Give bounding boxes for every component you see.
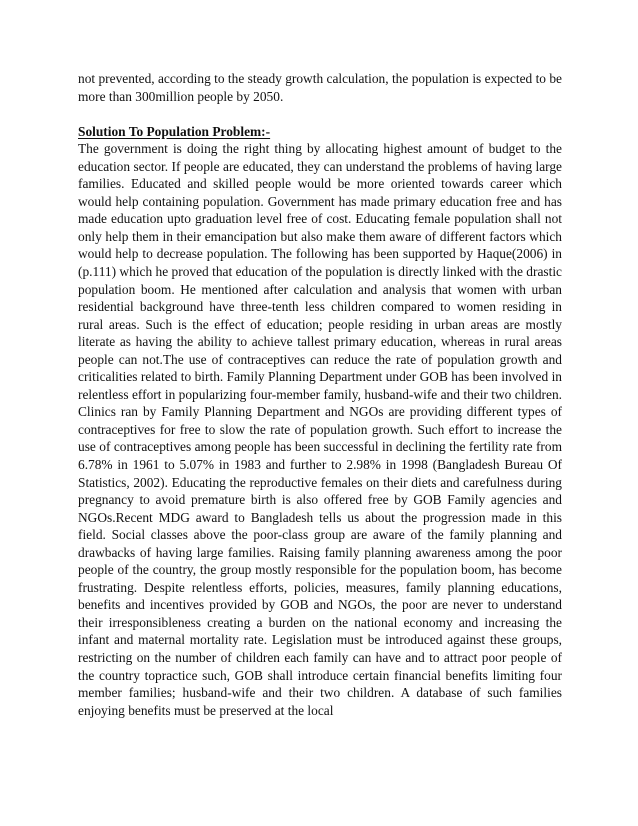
page-content (78, 70, 562, 719)
intro-paragraph: not prevented, according to the steady growth calculation, the population is expected to be more than 300million people by 2050. (78, 71, 562, 104)
body-paragraph: The government is doing the right thing by allocating highest amount of budget to the education sector. If people are educated, they can understand the problems of having large families. Educated and skilled people would be more oriented towards career which would help containing population. Government has made primary education free and has made education upto graduation level free of cost. Educating female population shall not only help them in their emancipation but also make them aware of different factors which would help to decrease population. The following has been supported by Haque(2006) in (p.111) which he proved that education of the population is directly linked with the drastic population boom. He mentioned after calculation and analysis that women with urban residential background have three-tenth less children compared to women residing in rural areas. Such is the effect of education; people residing in urban areas are mostly literate as having the ability to achieve tallest primary education, whereas in rural areas people can not.The use of contraceptives can reduce the rate of population growth and criticalities related to birth. Family Planning Department under GOB has been involved in relentless effort in popularizing four-member family, husband-wife and their two children. Clinics ran by Family Planning Department and NGOs are providing different types of contraceptives for free to slow the rate of population growth. Such effort to increase the use of contraceptives among people has been successful in declining the fertility rate from 6.78% in 1961 to 5.07% in 1983 and further to 2.98% in 1998 (Bangladesh Bureau Of Statistics, 2002). Educating the reproductive females on their diets and carefulness during pregnancy to avoid premature birth is also offered free by GOB Family agencies and NGOs.Recent MDG award to Bangladesh tells us about the progression made in this field. Social classes above the poor-class group are aware of the family planning and drawbacks of having large families. Raising family planning awareness among the poor people of the country, the group mostly responsible for the population boom, has become frustrating. Despite relentless efforts, policies, measures, family planning educations, benefits and incentives provided by GOB and NGOs, the poor are never to understand their irresponsibleness creating a burden on the national economy and increasing the infant and maternal mortality rate. Legislation must be introduced against these groups, restricting on the number of children each family can have and to attract poor people of the country topractice such, GOB shall introduce certain financial benefits limiting four member families; husband-wife and their two children. A database of such families enjoying benefits must be preserved at the local (78, 141, 562, 718)
section-heading: Solution To Population Problem:- (78, 123, 271, 139)
